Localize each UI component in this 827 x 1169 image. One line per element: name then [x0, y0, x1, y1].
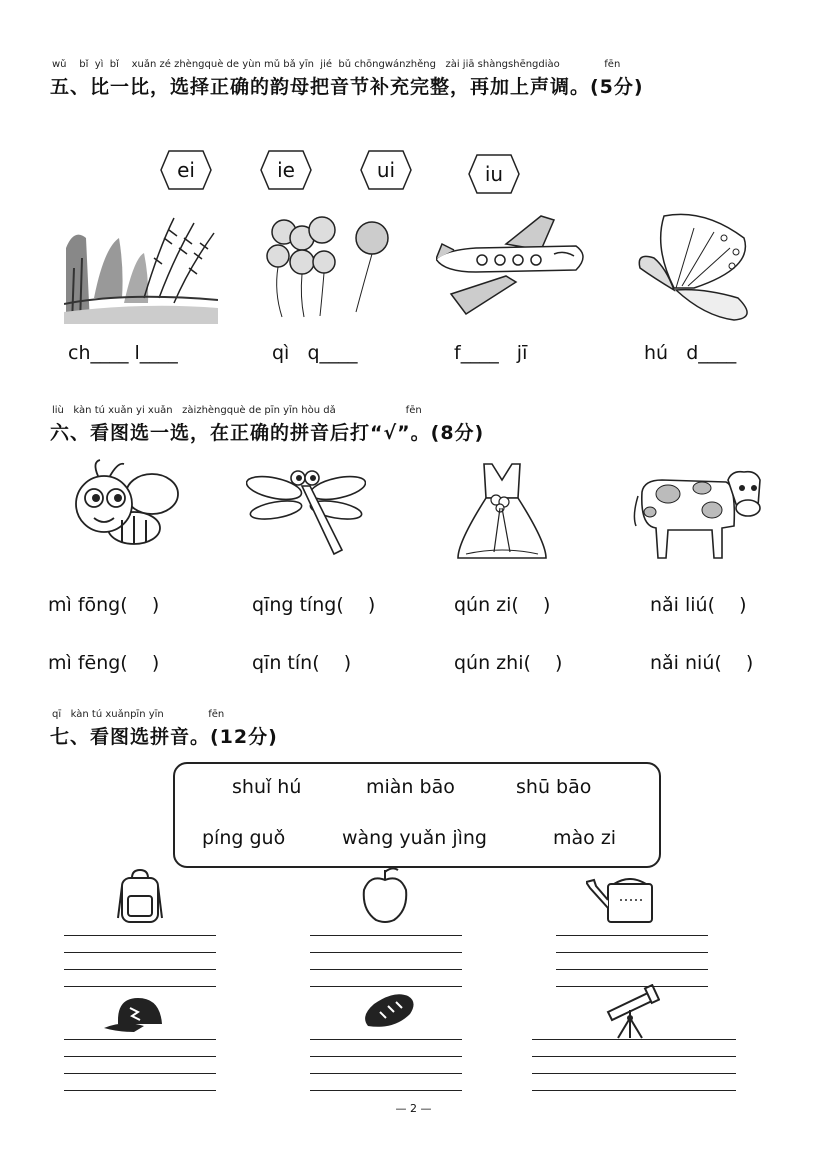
option-iu: iu [484, 162, 504, 186]
word-mianbao: miàn bāo [366, 776, 455, 798]
writing-line[interactable] [556, 935, 708, 936]
dragonfly-option-2[interactable]: qīn tín( ) [252, 652, 352, 674]
writing-line[interactable] [310, 986, 462, 987]
writing-line[interactable] [64, 952, 216, 953]
watering-can-icon [586, 878, 656, 924]
writing-line[interactable] [310, 969, 462, 970]
writing-line[interactable] [64, 1073, 216, 1074]
cap-icon [104, 994, 166, 1034]
option-ie: ie [277, 158, 295, 182]
word-shuihu: shuǐ hú [232, 776, 302, 798]
bee-option-2[interactable]: mì fēng( ) [48, 652, 160, 674]
writing-line[interactable] [532, 1073, 736, 1074]
writing-line[interactable] [64, 986, 216, 987]
dragonfly-image [246, 466, 366, 562]
word-maozi: mào zi [553, 827, 617, 849]
bee-option-1[interactable]: mì fōng( ) [48, 594, 160, 616]
writing-line[interactable] [310, 935, 462, 936]
willow-tree-image [64, 208, 218, 324]
dress-option-1[interactable]: qún zi( ) [454, 594, 551, 616]
backpack-icon [116, 868, 164, 926]
cow-image [632, 466, 766, 562]
section7-title-pinyin: qī kàn tú xuǎnpīn yīn fēn [52, 709, 225, 720]
cow-option-2[interactable]: nǎi niú( ) [650, 652, 754, 674]
word-shubao: shū bāo [516, 776, 592, 798]
apple-icon [360, 866, 410, 924]
section7-title: 七、看图选拼音。(12分) [50, 726, 278, 748]
word-wangyuanjing: wàng yuǎn jìng [342, 827, 487, 849]
writing-line[interactable] [556, 969, 708, 970]
writing-line[interactable] [532, 1090, 736, 1091]
item-willow-text: ch____ l____ [68, 342, 178, 364]
item-butterfly-text: hú d____ [644, 342, 737, 364]
bee-image [72, 458, 186, 556]
writing-line[interactable] [532, 1056, 736, 1057]
butterfly-image [634, 208, 758, 324]
section5-title: 五、比一比，选择正确的韵母把音节补充完整，再加上声调。(5分) [50, 76, 644, 98]
writing-line[interactable] [64, 1090, 216, 1091]
writing-line[interactable] [310, 1090, 462, 1091]
page-number: — 2 — [395, 1102, 432, 1115]
writing-line[interactable] [64, 1056, 216, 1057]
writing-line[interactable] [64, 969, 216, 970]
dress-option-2[interactable]: qún zhi( ) [454, 652, 563, 674]
writing-line[interactable] [310, 1039, 462, 1040]
airplane-image [436, 214, 590, 318]
writing-line[interactable] [532, 1039, 736, 1040]
writing-line[interactable] [310, 1056, 462, 1057]
writing-line[interactable] [64, 1039, 216, 1040]
writing-line[interactable] [310, 952, 462, 953]
section6-title: 六、看图选一选，在正确的拼音后打“√”。(8分) [50, 422, 485, 444]
option-ui: ui [376, 158, 396, 182]
section6-title-pinyin: liù kàn tú xuǎn yi xuǎn zàizhèngquè de pīn yīn hòu dǎ fēn [52, 405, 422, 416]
dragonfly-option-1[interactable]: qīng tíng( ) [252, 594, 376, 616]
cow-option-1[interactable]: nǎi liú( ) [650, 594, 747, 616]
dress-image [456, 462, 548, 562]
writing-line[interactable] [64, 935, 216, 936]
telescope-icon [602, 984, 660, 1040]
word-pingguo: píng guǒ [202, 827, 286, 849]
balloons-image [264, 212, 394, 320]
bread-icon [360, 990, 416, 1032]
writing-line[interactable] [556, 952, 708, 953]
option-ei: ei [177, 158, 195, 182]
writing-line[interactable] [556, 986, 708, 987]
section5-title-pinyin: wǔ bǐ yì bǐ xuǎn zé zhèngquè de yùn mǔ bǎ yīn jié bǔ chōngwánzhěng zài jiā shàngshēngdiào fēn [52, 59, 621, 70]
item-airplane-text: f____ jī [454, 342, 528, 364]
item-balloons-text: qì q____ [272, 342, 358, 364]
writing-line[interactable] [310, 1073, 462, 1074]
